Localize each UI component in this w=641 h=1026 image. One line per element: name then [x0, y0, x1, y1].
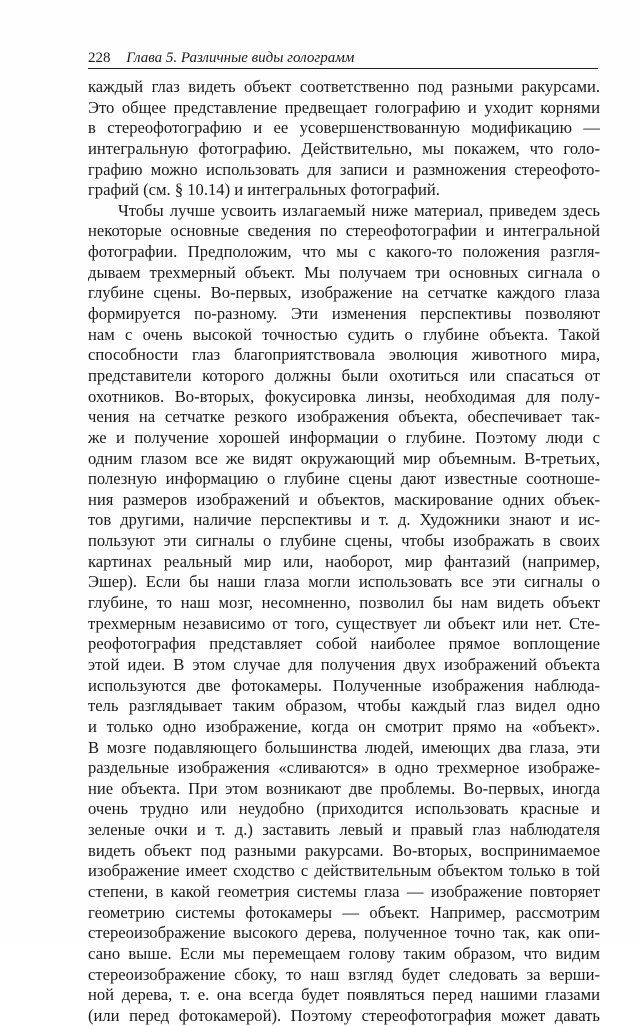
text-line: этой идеи. В этом случае для получения двух изображений объекта [88, 654, 600, 674]
text-line: сано выше. Если мы перемещаем голову таким образом, что видим [88, 943, 600, 963]
text-line: очень трудно или неудобно (приходится использовать красные и [88, 799, 600, 819]
text-line: картинах реальный мир или, наоборот, мир фантазий (например, [88, 551, 600, 571]
text-line: и только одно изображение, когда он смотрит прямо на «объект». [88, 716, 600, 736]
page-number: 228 [88, 50, 111, 66]
text-line: пользуют эти сигналы о глубине сцены, чтобы изображать в своих [88, 531, 600, 551]
chapter-title: Глава 5. Различные виды голограмм [126, 50, 355, 66]
text-line: нам с очень высокой точностью судить о глубине объекта. Такой [88, 324, 600, 344]
text-line: (или перед фотокамерой). Поэтому стереофотография может давать [88, 1005, 600, 1025]
text-line: же и получение хорошей информации о глубине. Поэтому люди с [88, 427, 600, 447]
text-line: формируется по-разному. Эти изменения перспективы позволяют [88, 304, 600, 324]
text-line: графий (см. § 10.14) и интегральных фотографий. [88, 180, 440, 200]
text-line: графию можно использовать для записи и размножения стереофото- [88, 159, 600, 179]
text-line: стереоизображение высокого дерева, полученное точно так, как опи- [88, 923, 600, 943]
text-line: чения на сетчатке резкого изображения объекта, обеспечивает так- [88, 407, 600, 427]
text-line: Эшер). Если бы наши глаза могли использовать все эти сигналы о [88, 572, 600, 592]
text-line: дываем трехмерный объект. Мы получаем три основных сигнала о [88, 262, 600, 282]
text-line: ние объекта. При этом возникают две проблемы. Во-первых, иногда [88, 778, 600, 798]
text-line: реофотография представляет собой наиболее прямое воплощение [88, 634, 600, 654]
text-line: представители которого должны были охотиться или спасаться от [88, 365, 600, 385]
text-line: В мозге подавляющего большинства людей, имеющих два глаза, эти [88, 737, 600, 757]
text-line: охотников. Во-вторых, фокусировка линзы, необходимая для полу- [88, 386, 600, 406]
text-line: Это общее представление предвещает голографию и уходит корнями [88, 97, 600, 117]
body-text [88, 77, 600, 1026]
text-line: степени, в какой геометрия системы глаза — изображение повторяет [88, 881, 600, 901]
text-line: ния размеров изображений и объектов, маскирование одних объек- [88, 489, 600, 509]
text-line: одним глазом все же видят окружающий мир объемным. В-третьих, [88, 448, 600, 468]
text-line: раздельные изображения «сливаются» в одно трехмерное изображе- [88, 758, 600, 778]
text-line: зеленые очки и т. д.) заставить левый и правый глаз наблюдателя [88, 820, 600, 840]
text-line: глубине, то наш мозг, несомненно, позволил бы нам видеть объект [88, 593, 600, 613]
running-head [88, 48, 598, 68]
text-line: ной дерева, т. е. она всегда будет появляться перед нашими глазами [88, 985, 600, 1005]
text-line: способности глаз благоприятствовала эволюция животного мира, [88, 345, 600, 365]
text-line: некоторые основные сведения по стереофотографии и интегральной [88, 221, 600, 241]
text-line: трехмерным независимо от того, существует ли объект или нет. Сте- [88, 613, 600, 633]
text-line: изображение имеет сходство с действительным объектом только в той [88, 861, 600, 881]
text-line: фотографии. Предположим, что мы с какого-то положения разгля- [88, 242, 600, 262]
text-line: стереоизображение сбоку, то наш взгляд будет следовать за верши- [88, 964, 600, 984]
text-line: каждый глаз видеть объект соответственно под разными ракурсами. [88, 77, 600, 96]
text-line: интегральную фотографию. Действительно, мы покажем, что голо- [88, 138, 600, 158]
header-rule [88, 68, 598, 69]
text-line: полезную информацию о глубине сцены дают известные соотноше- [88, 469, 600, 489]
text-line: глубине сцены. Во-первых, изображение на сетчатке каждого глаза [88, 283, 600, 303]
text-line: тель разглядывает таким образом, чтобы каждый глаз видел одно [88, 696, 600, 716]
text-line: видеть объект под разными ракурсами. Во-вторых, воспринимаемое [88, 840, 600, 860]
text-line: в стереофотографию и ее усовершенствованную модификацию — [88, 118, 600, 138]
text-line: Чтобы лучше усвоить излагаемый ниже материал, приведем здесь [118, 200, 600, 220]
text-line: используются две фотокамеры. Полученные изображения наблюда- [88, 675, 600, 695]
text-line: геометрию системы фотокамеры — объект. Например, рассмотрим [88, 902, 600, 922]
text-line: тов другими, наличие перспективы и т. д. Художники знают и ис- [88, 510, 600, 530]
